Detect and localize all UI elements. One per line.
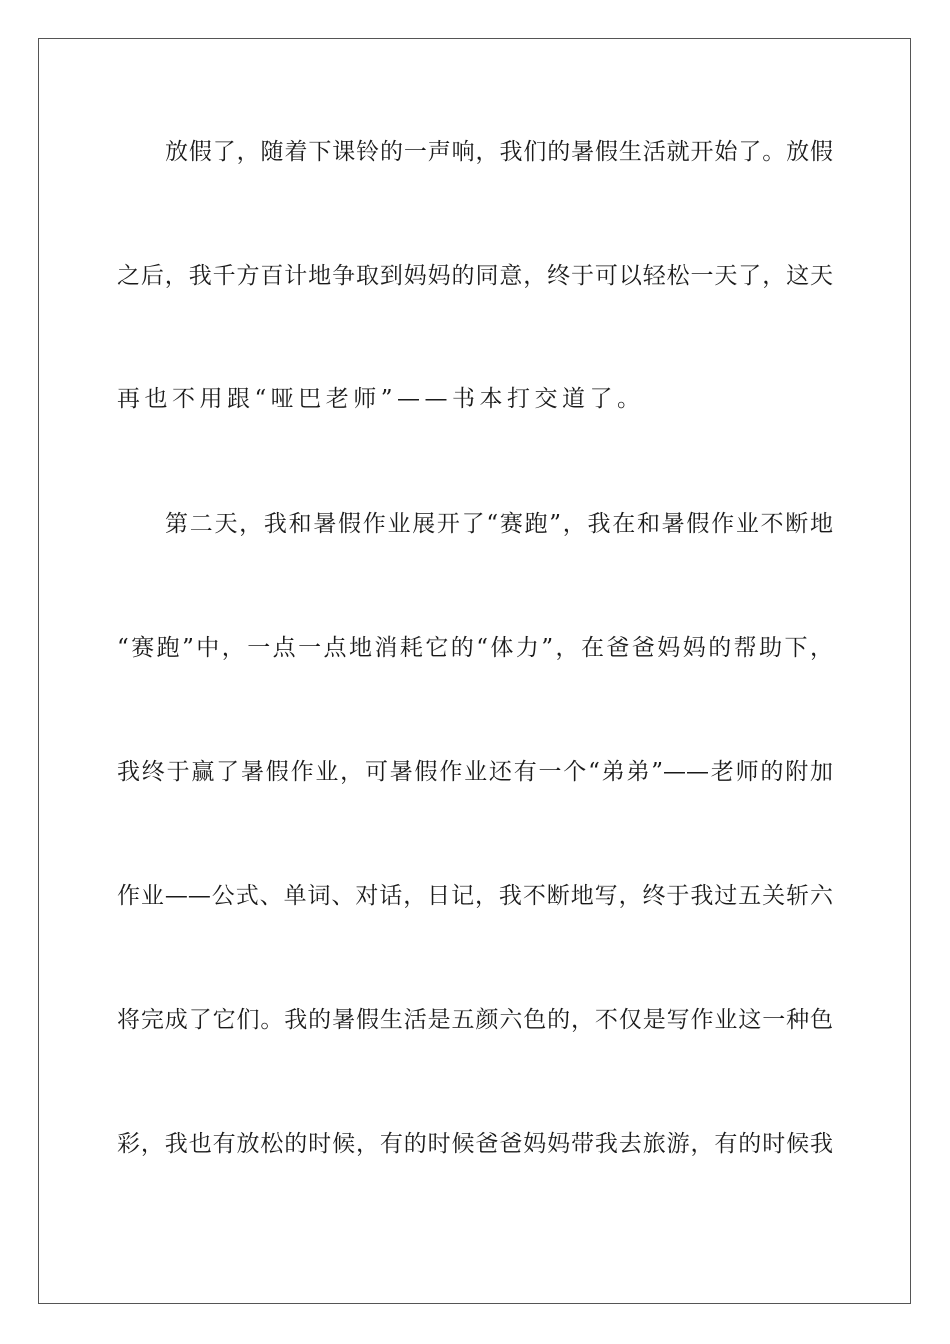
paragraph-1-line-1: 放假了，随着下课铃的一声响，我们的暑假生活就开始了。放假 bbox=[165, 139, 833, 165]
paragraph-2-line-2: “赛跑”中，一点一点地消耗它的“体力”，在爸爸妈妈的帮助下， bbox=[117, 635, 833, 661]
paragraph-1-line-3: 再也不用跟“哑巴老师”——书本打交道了。 bbox=[117, 386, 645, 412]
paragraph-2-line-6: 彩，我也有放松的时候，有的时候爸爸妈妈带我去旅游，有的时候我 bbox=[117, 1131, 833, 1157]
paragraph-2-line-1: 第二天，我和暑假作业展开了“赛跑”，我在和暑假作业不断地 bbox=[165, 511, 833, 537]
page-frame bbox=[38, 38, 911, 1304]
paragraph-2-line-3: 我终于赢了暑假作业，可暑假作业还有一个“弟弟”——老师的附加 bbox=[117, 759, 833, 785]
paragraph-1-line-2: 之后，我千方百计地争取到妈妈的同意，终于可以轻松一天了，这天 bbox=[117, 263, 833, 289]
paragraph-2-line-5: 将完成了它们。我的暑假生活是五颜六色的，不仅是写作业这一种色 bbox=[117, 1007, 833, 1033]
paragraph-2-line-4: 作业——公式、单词、对话，日记，我不断地写，终于我过五关斩六 bbox=[117, 883, 833, 909]
